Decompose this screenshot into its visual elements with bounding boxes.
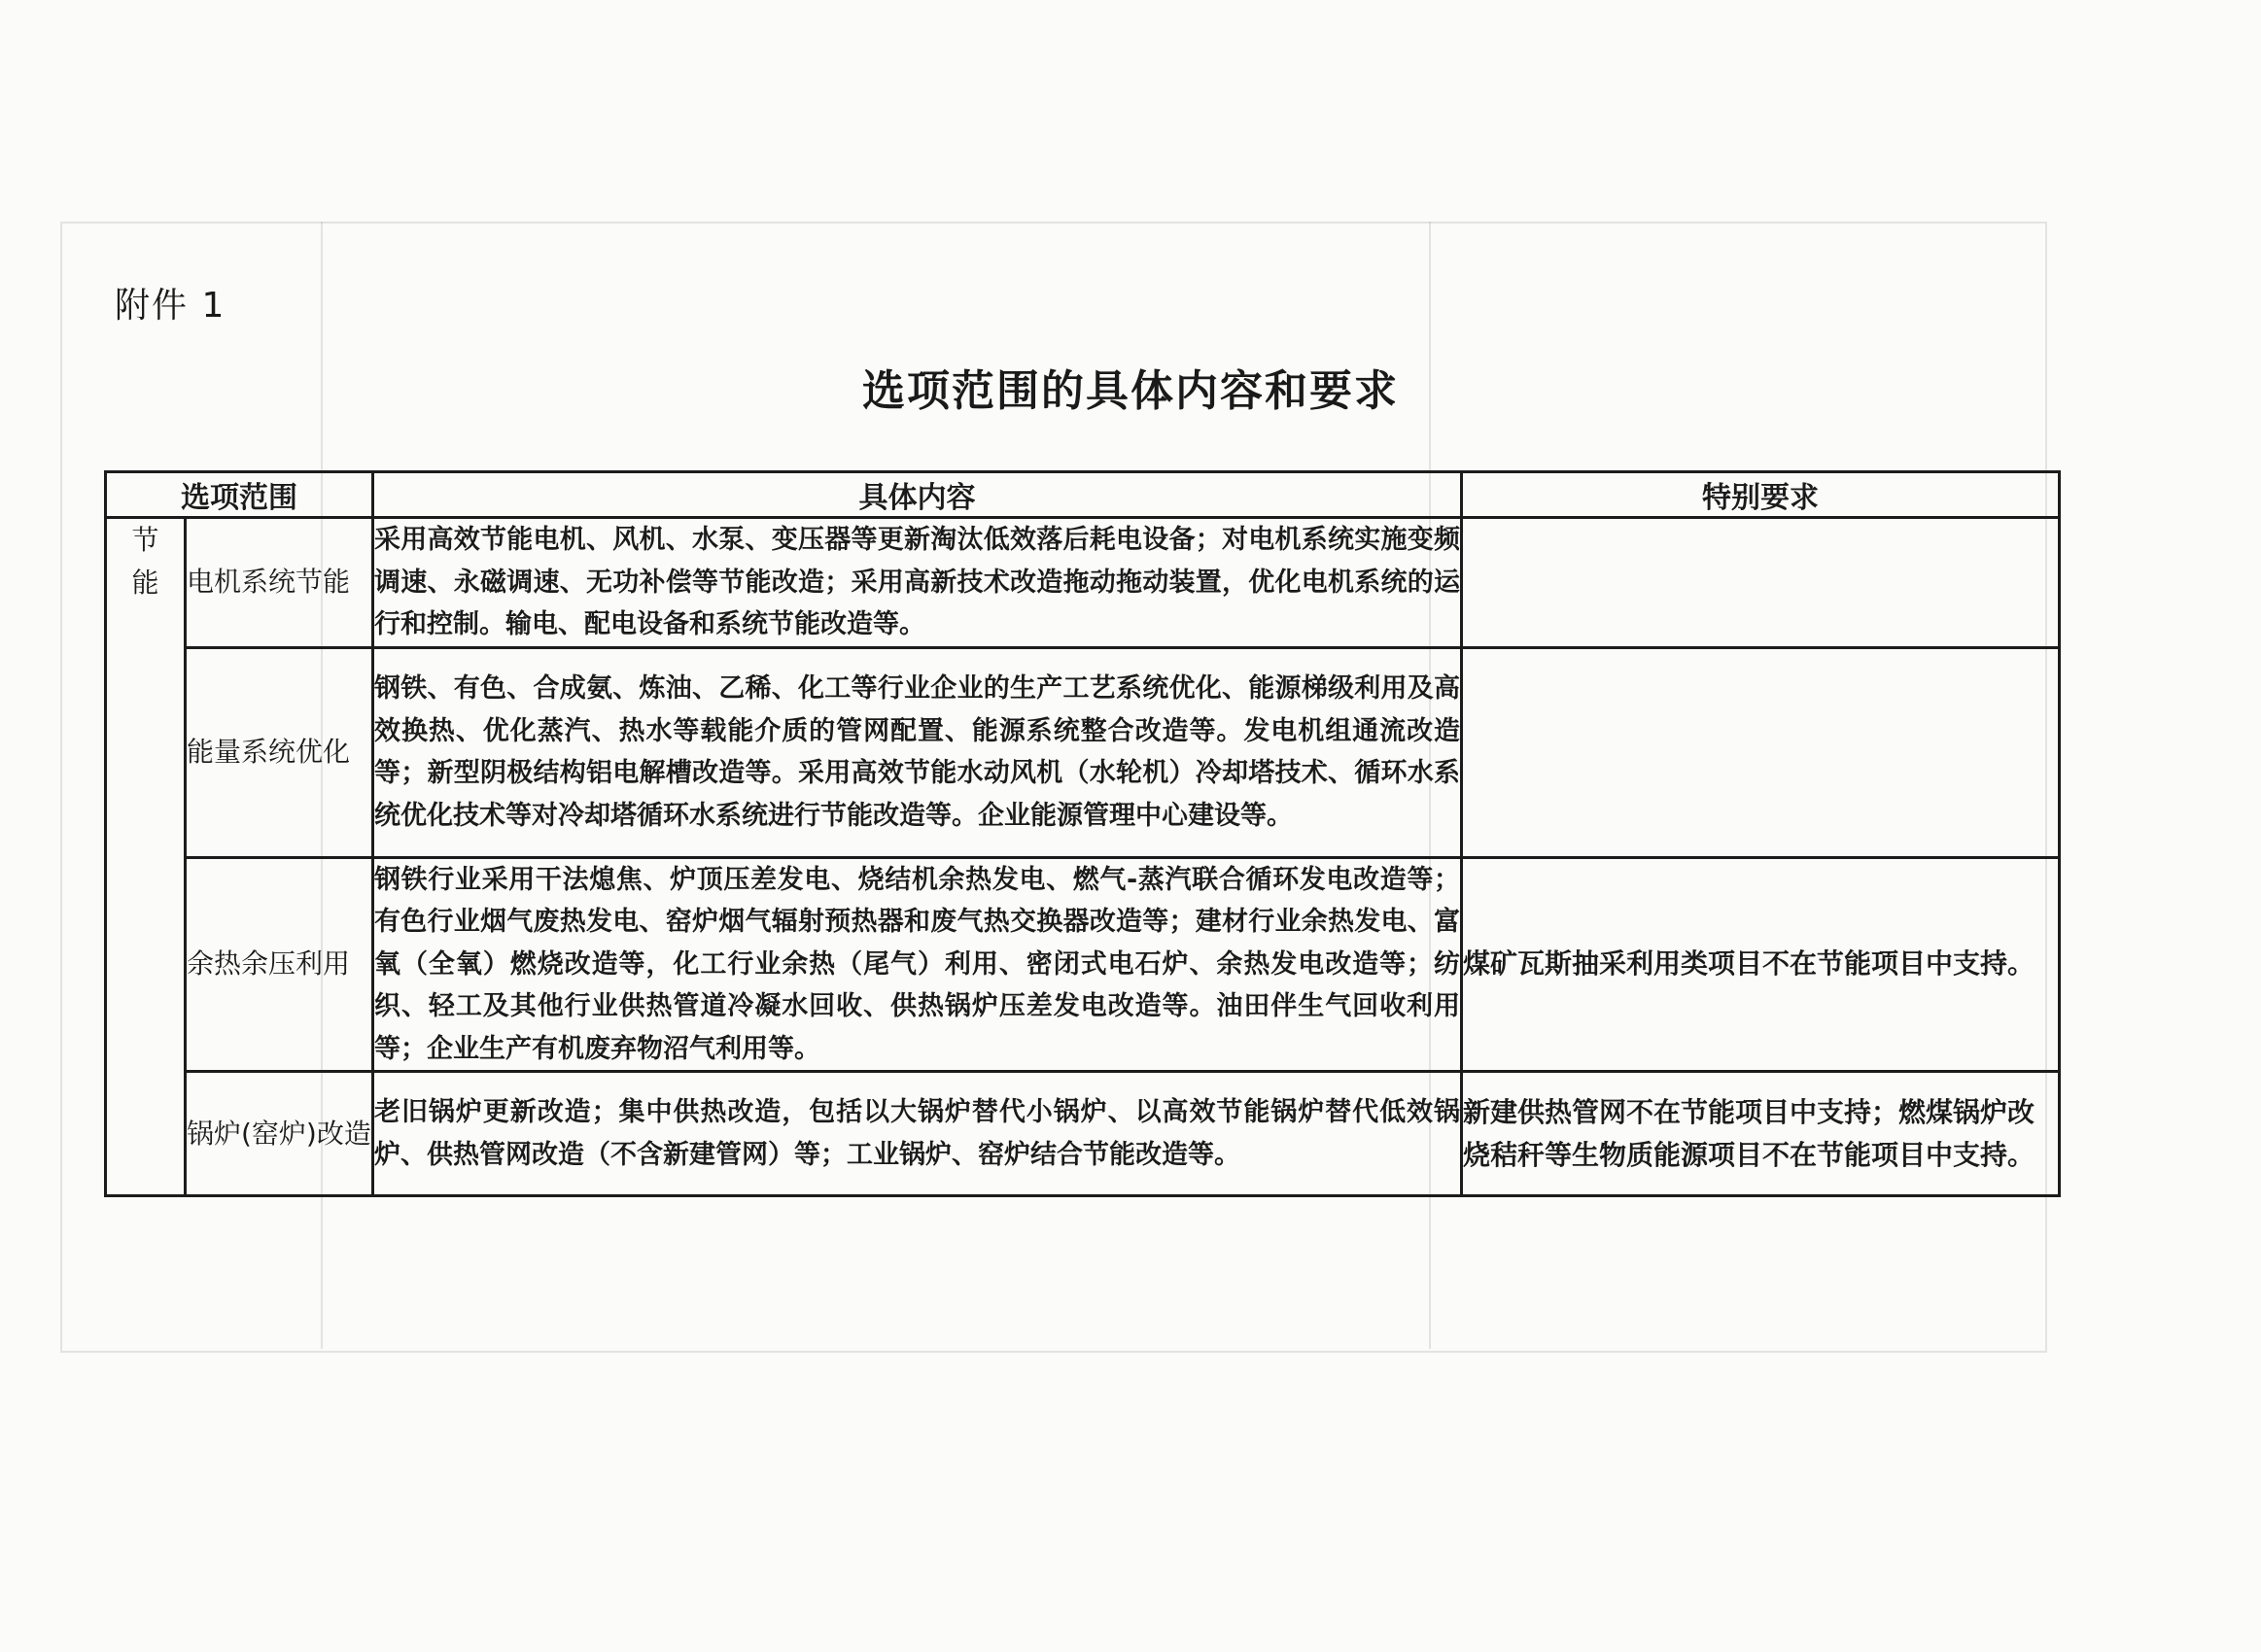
table-row	[106, 857, 2060, 1072]
content-cell: 钢铁行业采用干法熄焦、炉顶压差发电、烧结机余热发电、燃气-蒸汽联合循环发电改造等；有色行业烟气废热发电、窑炉烟气辐射预热器和废气热交换器改造等；建材行业余热发电、富氧（全氧）燃烧改造等，化工行业余热（尾气）利用、密闭式电石炉、余热发电改造等；纺织、轻工及其他行业供热管道冷凝水回收、供热锅炉压差发电改造等。油田伴生气回收利用等；企业生产有机废弃物沼气利用等。	[373, 857, 1462, 1072]
content-cell: 采用高效节能电机、风机、水泵、变压器等更新淘汰低效落后耗电设备；对电机系统实施变频调速、永磁调速、无功补偿等节能改造；采用高新技术改造拖动拖动装置，优化电机系统的运行和控制。输电、配电设备和系统节能改造等。	[373, 518, 1462, 648]
requirement-cell: 新建供热管网不在节能项目中支持；燃煤锅炉改烧秸秆等生物质能源项目不在节能项目中支持。	[1462, 1072, 2060, 1196]
subcategory-cell: 电机系统节能	[186, 518, 373, 648]
content-cell: 钢铁、有色、合成氨、炼油、乙稀、化工等行业企业的生产工艺系统优化、能源梯级利用及高效换热、优化蒸汽、热水等载能介质的管网配置、能源系统整合改造等。发电机组通流改造等；新型阴极结构铝电解槽改造等。采用高效节能水动风机（水轮机）冷却塔技术、循环水系统优化技术等对冷却塔循环水系统进行节能改造等。企业能源管理中心建设等。	[373, 647, 1462, 857]
header-content: 具体内容	[373, 472, 1462, 518]
category-label: 节能	[131, 524, 159, 599]
document-title: 选项范围的具体内容和要求	[862, 366, 1399, 416]
scope-table	[104, 470, 2061, 1197]
subcategory-cell: 能量系统优化	[186, 647, 373, 857]
category-cell	[106, 518, 186, 1196]
requirement-cell: 煤矿瓦斯抽采利用类项目不在节能项目中支持。	[1462, 857, 2060, 1072]
header-scope: 选项范围	[106, 472, 373, 518]
table-row	[106, 647, 2060, 857]
table-row	[106, 1072, 2060, 1196]
requirement-cell	[1462, 518, 2060, 648]
subcategory-cell: 锅炉(窑炉)改造	[186, 1072, 373, 1196]
requirement-cell	[1462, 647, 2060, 857]
attachment-label: 附件 1	[115, 286, 226, 326]
content-cell: 老旧锅炉更新改造；集中供热改造，包括以大锅炉替代小锅炉、以高效节能锅炉替代低效锅炉、供热管网改造（不含新建管网）等；工业锅炉、窑炉结合节能改造等。	[373, 1072, 1462, 1196]
table-header-row	[106, 472, 2060, 518]
subcategory-cell: 余热余压利用	[186, 857, 373, 1072]
header-requirements: 特别要求	[1462, 472, 2060, 518]
table-row	[106, 518, 2060, 648]
